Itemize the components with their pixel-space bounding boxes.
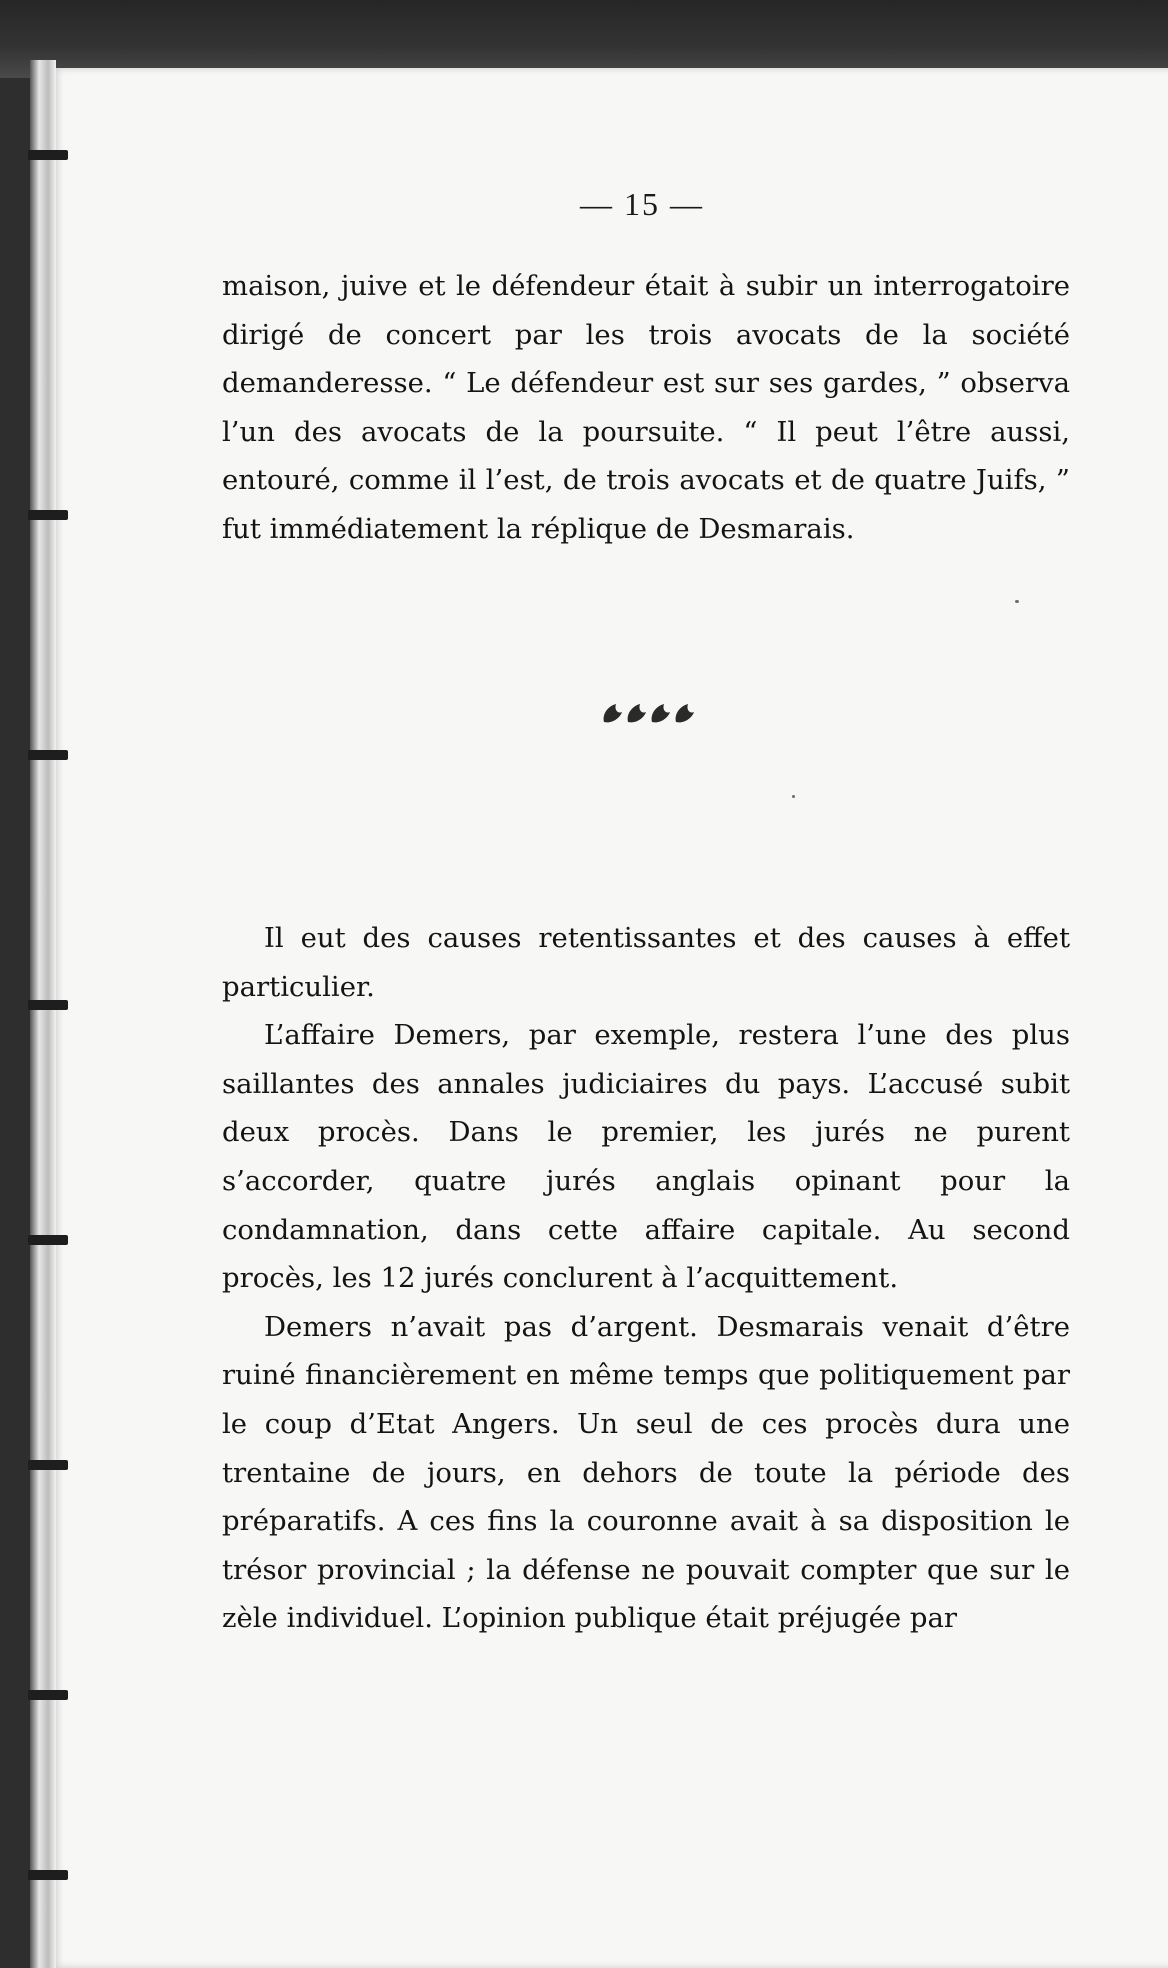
text-block-top: [222, 262, 1070, 554]
binding-stitch: [28, 1000, 68, 1010]
fleuron-ornament-icon: [600, 700, 696, 726]
binding-stitch: [28, 1460, 68, 1470]
paper-speck: [792, 795, 795, 798]
binding-stitch: [28, 150, 68, 160]
paper-speck: [1015, 600, 1019, 603]
binding-stitch: [28, 510, 68, 520]
paragraph: L’affaire Demers, par exemple, restera l’une des plus saillantes des annales judiciaires du pays. L’accusé subit deux procès. Dans le premier, les jurés ne purent s’accorder, quatre jurés anglais opinant pour la condamnation, dans cette affaire capitale. Au second procès, les 12 jurés conclurent à l’acquittement.: [222, 1019, 1070, 1295]
binding-stitch: [28, 1235, 68, 1245]
page-number: — 15 —: [580, 186, 704, 222]
binding-stitch: [28, 1870, 68, 1880]
binding-stitch: [28, 1690, 68, 1700]
paragraph: Il eut des causes retentissantes et des causes à effet particulier.: [222, 922, 1070, 1003]
paragraph: maison, juive et le défendeur était à subir un interrogatoire dirigé de concert par les trois avocats de la société demanderesse. “ Le défendeur est sur ses gardes, ” observa l’un des avocats de la poursuite. “ Il peut l’être aussi, entouré, comme il l’est, de trois avocats et de quatre Juifs, ” fut immédiatement la réplique de Desmarais.: [222, 270, 1070, 545]
text-block-bottom: [222, 914, 1070, 1643]
page-top-shadow: [0, 0, 1168, 78]
book-binding-edge: [30, 60, 56, 1968]
paragraph: Demers n’avait pas d’argent. Desmarais venait d’être ruiné financièrement en même temps que politiquement par le coup d’Etat Angers. Un seul de ces procès dura une trentaine de jours, en dehors de toute la période des préparatifs. A ces fins la couronne avait à sa disposition le trésor provincial ; la défense ne pouvait compter que sur le zèle individuel. L’opinion publique était préjugée par: [222, 1310, 1070, 1635]
binding-stitch: [28, 750, 68, 760]
